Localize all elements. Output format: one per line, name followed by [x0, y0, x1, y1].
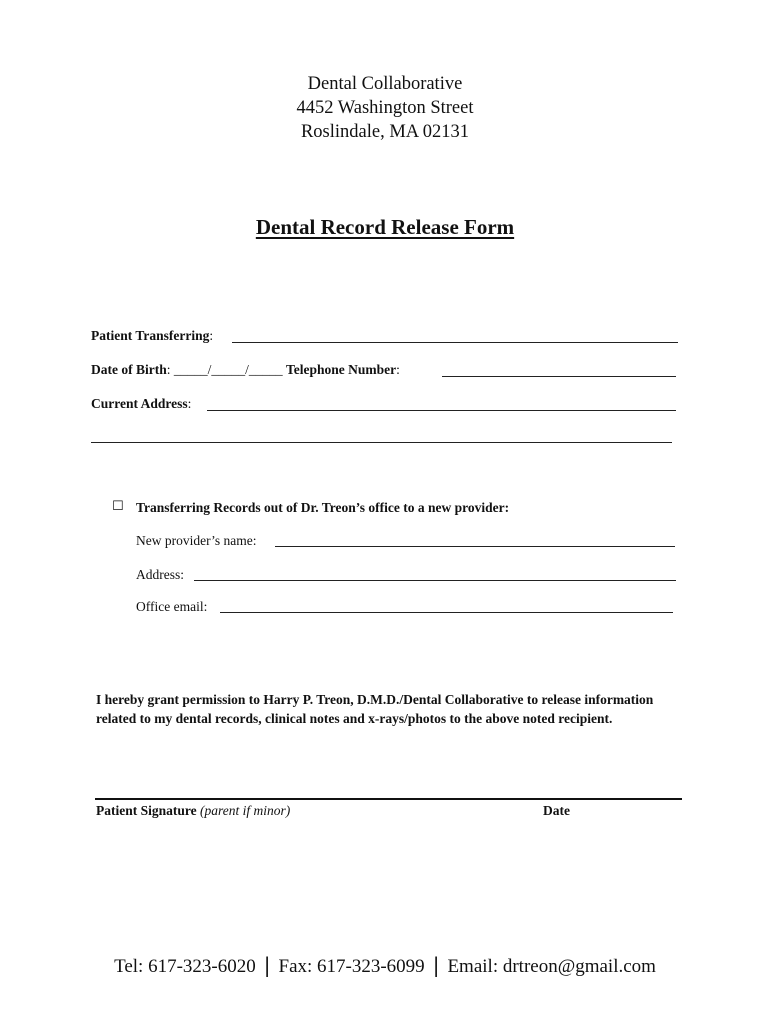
office-email-label: Office email:	[136, 599, 208, 614]
patient-transferring-field[interactable]	[232, 342, 678, 343]
new-provider-name-label: New provider’s name:	[136, 533, 257, 548]
provider-address-field[interactable]	[194, 580, 676, 581]
form-title: Dental Record Release Form	[255, 215, 515, 239]
dob-field[interactable]: _____/_____/_____	[173, 362, 283, 377]
patient-transferring-row: Patient Transferring:	[91, 328, 214, 343]
org-city-state-zip: Roslindale, MA 02131	[300, 122, 470, 142]
telephone-label: Telephone Number	[286, 362, 397, 377]
telephone-field[interactable]	[442, 376, 676, 377]
current-address-field[interactable]	[207, 410, 676, 411]
new-provider-name-field[interactable]	[275, 546, 675, 547]
footer-email: Email: drtreon@gmail.com	[447, 956, 656, 977]
current-address-row: Current Address:	[91, 396, 192, 411]
org-name: Dental Collaborative	[307, 74, 463, 94]
signature-note: (parent if minor)	[200, 803, 291, 818]
provider-address-label: Address:	[136, 567, 184, 582]
transfer-option-label: Transferring Records out of Dr. Treon’s office to a new provider:	[136, 500, 510, 515]
permission-statement: I hereby grant permission to Harry P. Treon, D.M.D./Dental Collaborative to release information related to my dental records, clinical notes and x-rays/photos to the above noted recipient.	[96, 692, 654, 726]
current-address-field-line-2[interactable]	[91, 442, 672, 443]
dob-label: Date of Birth	[91, 362, 167, 377]
footer-tel: Tel: 617-323-6020	[114, 956, 256, 977]
footer-separator: |	[263, 953, 271, 977]
transfer-checkbox[interactable]: ☐	[112, 499, 124, 514]
footer-fax: Fax: 617-323-6099	[278, 956, 425, 977]
patient-signature-label: Patient Signature	[96, 803, 197, 818]
dob-phone-row: Date of Birth: _____/_____/_____ Telephone Number:	[91, 362, 400, 377]
signature-label-row	[96, 802, 290, 820]
current-address-label: Current Address	[91, 396, 188, 411]
footer-separator: |	[432, 953, 440, 977]
patient-transferring-label: Patient Transferring	[91, 328, 210, 343]
contact-footer	[0, 953, 770, 978]
org-street-address: 4452 Washington Street	[296, 98, 474, 118]
office-email-field[interactable]	[220, 612, 673, 613]
date-label: Date	[543, 803, 570, 818]
signature-line[interactable]	[95, 798, 682, 800]
